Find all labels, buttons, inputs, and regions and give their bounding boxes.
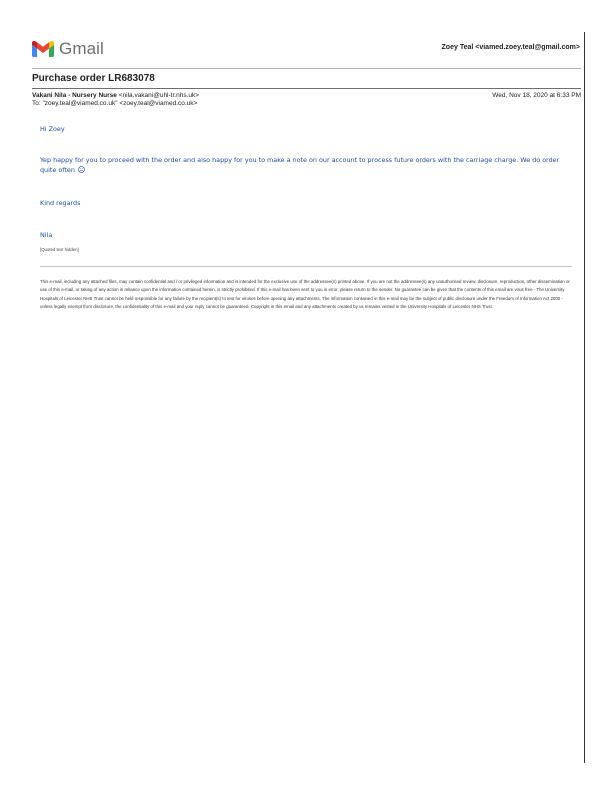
email-subject: Purchase order LR683078	[32, 73, 155, 84]
email-signature: Nila	[40, 231, 53, 239]
recipient-line: To: "zoey.teal@viamed.co.uk" <zoey.teal@viamed.co.uk>	[32, 100, 198, 107]
email-date: Wed, Nov 18, 2020 at 6:33 PM	[492, 92, 581, 99]
page-right-border	[584, 32, 585, 763]
email-paragraph	[40, 155, 570, 175]
gmail-wordmark: Gmail	[59, 39, 104, 58]
sender-line	[32, 92, 199, 99]
account-label: Zoey Teal <viamed.zoey.teal@gmail.com>	[441, 44, 580, 51]
gmail-logo	[32, 38, 104, 60]
gmail-logo-icon	[32, 41, 54, 57]
subject-divider	[32, 88, 581, 89]
header-divider	[32, 68, 581, 69]
email-greeting: Hi Zoey	[40, 125, 65, 133]
smiley-icon	[78, 166, 85, 173]
email-paragraph-text: Yep happy for you to proceed with the order and also happy for you to make a note on our account to process future orders with the carriage charge. We do order quite often	[40, 156, 560, 174]
email-regards: Kind regards	[40, 199, 81, 207]
quoted-text-hidden: [Quoted text hidden]	[40, 247, 79, 252]
sender-name: Vakani Nila - Nursery Nurse	[32, 92, 117, 99]
email-disclaimer: This e-mail, including any attached files, may contain confidential and / or privileged information and is intended for the exclusive use of the addressee(s) printed above. If you are not the addressee(s) any unauthorised review, disclosure, reproduction, other dissemination or use of this e-mail, or taking of any action in reliance upon the information contained herein, is strictly prohibited. If this e-mail has been sent to you in error, please return to the sender. No guarantee can be given that the contents of this email are virus free - The University Hospitals of Leicester NHS Trust cannot be held responsible for any failure by the recipient(s) to test for viruses before opening any attachments. The information contained in this e-mail may be the subject of public disclosure under the Freedom of Information Act 2000 - unless legally exempt from disclosure, the confidentiality of this e-mail and your reply cannot be guaranteed. Copyright in this email and any attachments created by us remains vested in the University Hospitals of Leicester NHS Trust.	[40, 279, 570, 309]
print-header	[32, 38, 582, 60]
disclaimer-divider	[40, 266, 572, 267]
sender-address: <nila.vakani@uhl-tr.nhs.uk>	[118, 92, 200, 99]
